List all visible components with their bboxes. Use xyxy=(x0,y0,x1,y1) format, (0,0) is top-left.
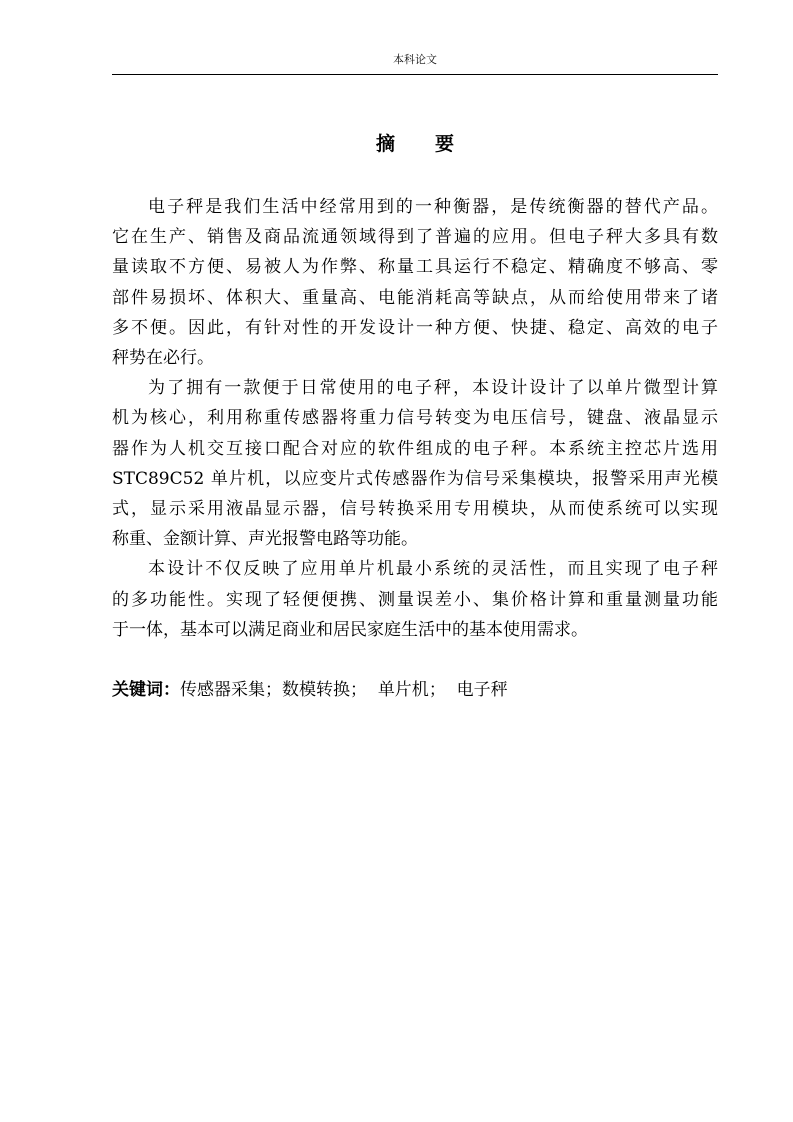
keyword-item: 电子秤 xyxy=(456,680,508,700)
keyword-separator: ； xyxy=(428,680,446,700)
keyword-separator: ； xyxy=(350,680,367,700)
paragraph-line: 本设计不仅反映了应用单片机最小系统的灵活性，而且实现了电子秤 xyxy=(148,559,718,580)
paragraph-line: 为了拥有一款便于日常使用的电子秤，本设计设计了以单片微型计算 xyxy=(148,378,718,399)
paragraph-line: 量读取不方便、易被人为作弊、称量工具运行不稳定、精确度不够高、零 xyxy=(112,257,718,278)
paragraph-line: 机为核心，利用称重传感器将重力信号转变为电压信号，键盘、液晶显示 xyxy=(112,408,718,429)
paragraph-line: 式，显示采用液晶显示器，信号转换采用专用模块，从而使系统可以实现 xyxy=(112,499,718,520)
paragraph-line: 称重、金额计算、声光报警电路等功能。 xyxy=(112,529,418,550)
abstract-paragraph-3 xyxy=(112,554,718,645)
paragraph-line: 电子秤是我们生活中经常用到的一种衡器，是传统衡器的替代产品。 xyxy=(148,197,718,217)
keyword-item: 数模转换 xyxy=(282,680,350,700)
page-header xyxy=(112,52,718,75)
abstract-paragraph-2 xyxy=(112,373,718,554)
keyword-item: 传感器采集 xyxy=(180,680,265,700)
keywords-line xyxy=(112,676,718,704)
paragraph-line: 于一体，基本可以满足商业和居民家庭生活中的基本使用需求。 xyxy=(112,619,588,640)
paragraph-line: 秤势在必行。 xyxy=(112,348,214,369)
paragraph-line: 器作为人机交互接口配合对应的软件组成的电子秤。本系统主控芯片选用 xyxy=(112,438,718,459)
keywords-label: 关键词： xyxy=(112,680,180,700)
keyword-separator: ； xyxy=(265,680,282,700)
paragraph-line: 部件易损坏、体积大、重量高、电能消耗高等缺点，从而给使用带来了诸 xyxy=(112,287,718,308)
abstract-title xyxy=(112,131,718,157)
abstract-title-part1: 摘 xyxy=(375,133,395,155)
abstract-body xyxy=(112,192,718,645)
paragraph-line: 它在生产、销售及商品流通领域得到了普遍的应用。但电子秤大多具有数 xyxy=(112,227,718,248)
abstract-paragraph-1 xyxy=(112,192,718,373)
keyword-item: 单片机 xyxy=(377,680,429,700)
paragraph-line: STC89C52 单片机，以应变片式传感器作为信号采集模块，报警采用声光模 xyxy=(112,468,718,489)
abstract-title-part2: 要 xyxy=(435,133,455,155)
paragraph-line: 多不便。因此，有针对性的开发设计一种方便、快捷、稳定、高效的电子 xyxy=(112,317,718,338)
paragraph-line: 的多功能性。实现了轻便便携、测量误差小、集价格计算和重量测量功能 xyxy=(112,589,718,610)
header-text: 本科论文 xyxy=(393,53,437,66)
